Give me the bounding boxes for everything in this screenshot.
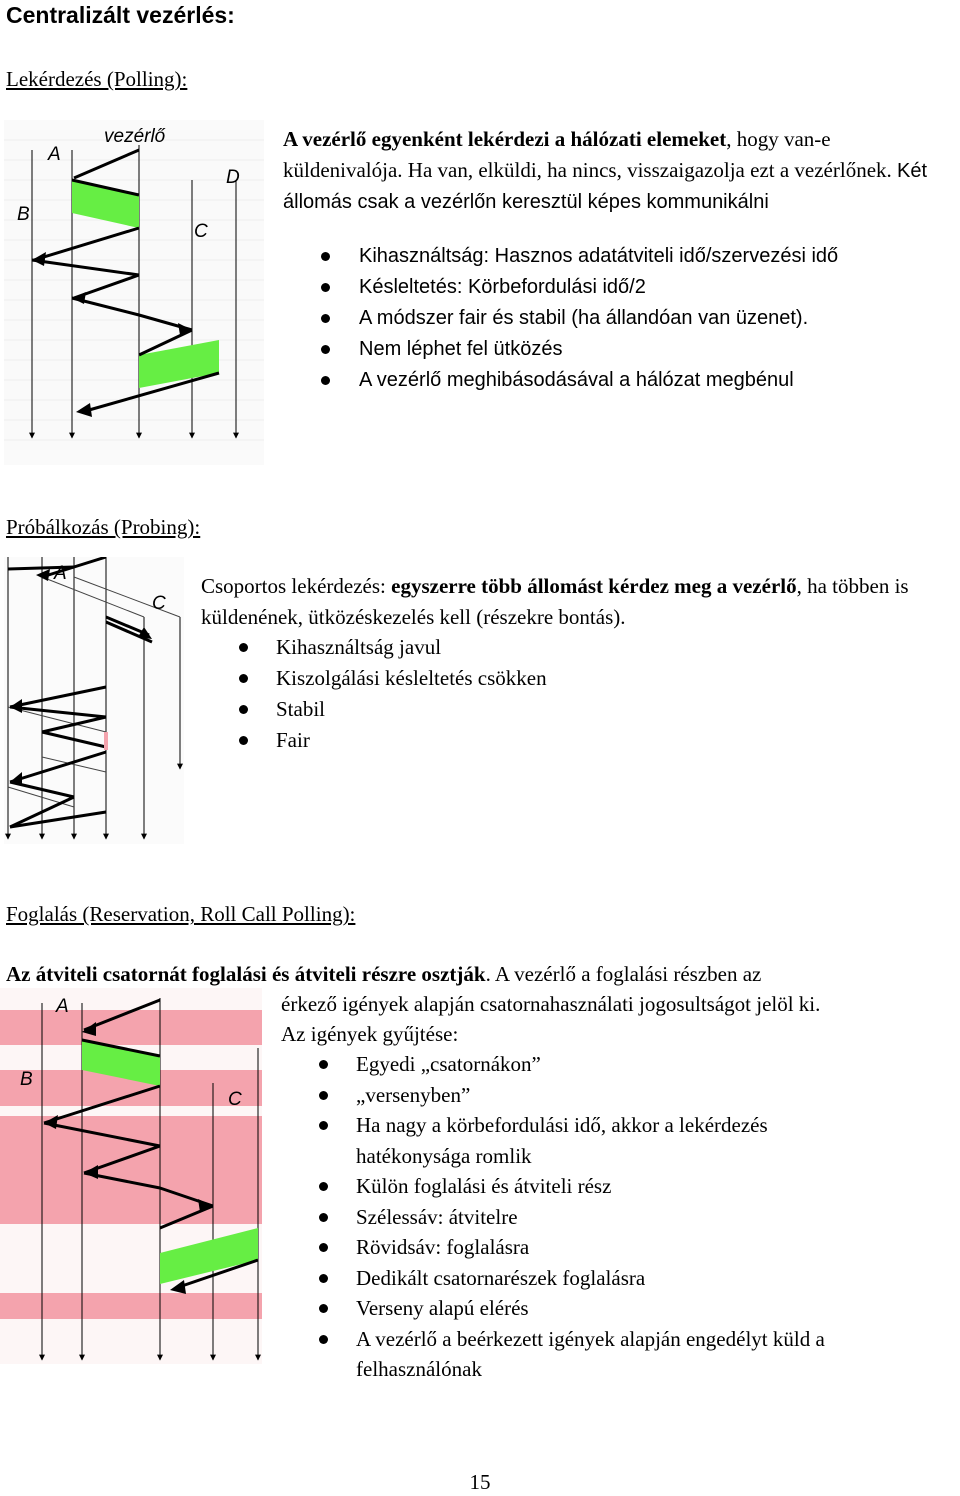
list-item: Fair <box>201 725 901 756</box>
list-item: A módszer fair és stabil (ha állandóan van üzenet). <box>285 303 955 334</box>
bullet-icon <box>319 1060 328 1069</box>
reservation-band <box>0 1010 262 1045</box>
bullet-icon <box>319 1182 328 1191</box>
list-item: Ha nagy a körbefordulási idő, akkor a lekérdezés hatékonysága romlik <box>281 1110 881 1171</box>
page-title: Centralizált vezérlés: <box>6 2 235 28</box>
polling-heading: Lekérdezés (Polling): <box>6 67 188 91</box>
probing-heading: Próbálkozás (Probing): <box>6 515 201 539</box>
bullet-icon <box>239 643 248 652</box>
reservation-paragraph-bold: Az átviteli csatornát foglalási és átviteli részre osztják <box>6 962 486 986</box>
polling-diagram <box>4 120 264 465</box>
list-item: Stabil <box>201 694 901 725</box>
bullet-icon <box>321 283 330 292</box>
list-item: A vezérlő a beérkezett igények alapján engedélyt küld a felhasználónak <box>281 1324 881 1385</box>
list-item: Külön foglalási és átviteli rész <box>281 1171 881 1202</box>
list-item: Kihasználtság: Hasznos adatátviteli idő/szervezési idő <box>285 241 955 272</box>
bullet-icon <box>319 1335 328 1344</box>
polling-paragraph-text: , hogy van-e küldenivalója. Ha van, elküldi, ha nincs, visszaigazolja ezt a vezérlőnek. <box>283 127 898 182</box>
bullet-icon <box>319 1091 328 1100</box>
bullet-icon <box>321 376 330 385</box>
list-item: Szélessáv: átvitelre <box>281 1202 881 1233</box>
reservation-paragraph-line1 <box>6 959 960 990</box>
bullet-icon <box>319 1274 328 1283</box>
polling-label-controller: vezérlő <box>104 126 166 147</box>
probing-label-a: A <box>54 563 67 584</box>
probing-paragraph-bold: egyszerre több állomást kérdez meg a vezérlő <box>391 574 797 598</box>
polling-label-a: A <box>48 144 61 165</box>
list-item: Kiszolgálási késleltetés csökken <box>201 663 901 694</box>
probing-label-c: C <box>152 593 166 614</box>
reservation-diagram <box>0 988 262 1364</box>
list-item: Dedikált csatornarészek foglalásra <box>281 1263 881 1294</box>
probing-paragraph-text-2: , ha többen is küldenének, ütközéskezelés kell (részekre bontás). <box>201 574 909 629</box>
polling-paragraph-bold: A vezérlő egyenként lekérdezi a hálózati elemeket <box>283 127 727 151</box>
bullet-icon <box>321 252 330 261</box>
bullet-icon <box>319 1243 328 1252</box>
reservation-band <box>0 1293 262 1319</box>
polling-label-b: B <box>17 204 30 225</box>
bullet-icon <box>319 1121 328 1130</box>
bullet-icon <box>319 1304 328 1313</box>
list-item: Kihasználtság javul <box>201 632 901 663</box>
bullet-icon <box>239 736 248 745</box>
reservation-bullet-list <box>281 1049 881 1385</box>
polling-label-c: C <box>194 221 208 242</box>
bullet-icon <box>321 314 330 323</box>
probing-paragraph <box>201 571 960 632</box>
polling-paragraph-text-2: Két állomás csak a vezérlőn keresztül képes kommunikálni <box>283 159 928 213</box>
reservation-paragraph-line2: érkező igények alapján csatornahasználati jogosultságot jelöl ki. <box>281 992 821 1016</box>
bullet-icon <box>321 345 330 354</box>
list-item: Rövidsáv: foglalásra <box>281 1232 881 1263</box>
reservation-paragraph-line3: Az igények gyűjtése: <box>281 1022 459 1046</box>
polling-bullet-list <box>285 241 955 396</box>
reservation-band <box>0 1116 262 1224</box>
polling-paragraph <box>283 124 953 218</box>
reservation-label-a: A <box>56 996 69 1017</box>
bullet-icon <box>239 674 248 683</box>
bullet-icon <box>319 1213 328 1222</box>
list-item: „versenyben” <box>281 1080 881 1111</box>
bullet-icon <box>239 705 248 714</box>
page-number: 15 <box>469 1470 491 1494</box>
list-item: Egyedi „csatornákon” <box>281 1049 881 1080</box>
probing-bullet-list <box>201 632 901 756</box>
probing-paragraph-text: Csoportos lekérdezés: <box>201 574 392 598</box>
list-item: Késleltetés: Körbefordulási idő/2 <box>285 272 955 303</box>
polling-label-d: D <box>226 167 240 188</box>
reservation-label-c: C <box>228 1089 242 1110</box>
reservation-label-b: B <box>20 1069 33 1090</box>
list-item: Verseny alapú elérés <box>281 1293 881 1324</box>
reservation-paragraph-text: . A vezérlő a foglalási részben az <box>485 962 762 986</box>
reservation-heading: Foglalás (Reservation, Roll Call Polling): <box>6 902 356 926</box>
list-item: Nem léphet fel ütközés <box>285 334 955 365</box>
list-item: A vezérlő meghibásodásával a hálózat megbénul <box>285 365 955 396</box>
probing-diagram <box>4 557 184 844</box>
